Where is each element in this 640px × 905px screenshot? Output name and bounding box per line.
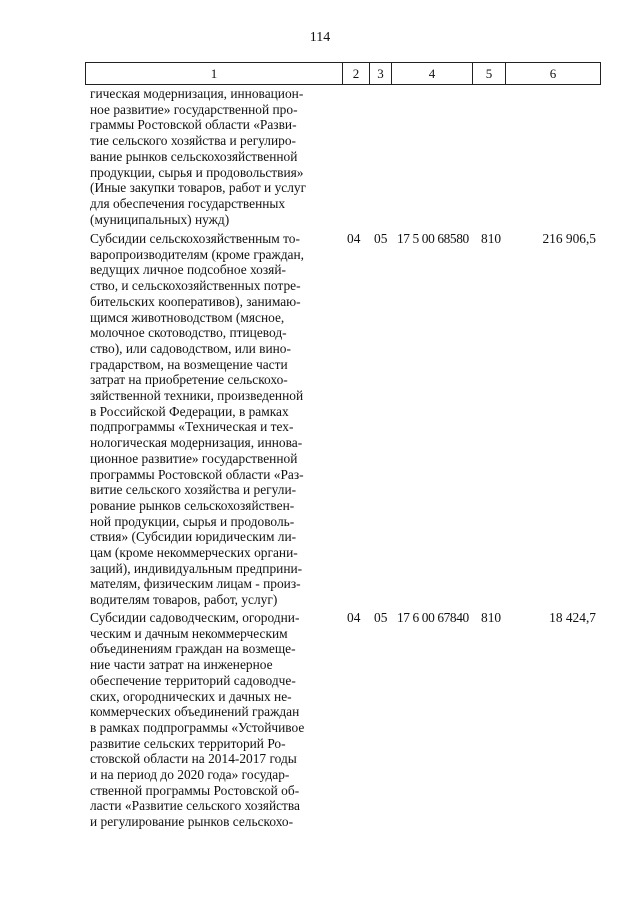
header-col-4: 4 [392,63,473,85]
row-description: Субсидии садоводческим, огородни- ческим и дачным некоммерческим объединениям граждан на возмеще- ние части затрат на инженерное обеспечение территорий садоводче- ских, огороднических и дачных не- коммерческих объединений граждан в рамках подпрограммы «Устойчивое развитие сельских территорий Ро- стовской области на 2014-2017 годы и на период до 2020 года» государ- ственной программы Ростовской об- ласти «Развитие сельского хозяйства и регулирование рынков сельскохо- [90,610,305,830]
header-col-6: 6 [506,63,601,85]
header-col-3: 3 [370,63,392,85]
header-col-2: 2 [343,63,370,85]
row-expense-type: 810 [481,231,502,246]
row-amount: 216 906,5 [542,231,596,246]
table-header [85,62,601,85]
header-col-5: 5 [473,63,506,85]
row-amount: 18 424,7 [549,610,596,625]
row-subsection: 05 [374,231,388,246]
row-description: Субсидии сельскохозяйственным то- варопроизводителям (кроме граждан, ведущих личное подсобное хозяй- ство, и сельскохозяйственных потре- бительских кооперативов), занимаю- щимся животноводством (мясное, молочное скотоводство, птицевод- ство), или садоводством, или вино- градарством, на возмещение части затрат на приобретение сельскохо- зяйственной техники, произведенной в Российской Федерации, в рамках подпрограммы «Техническая и тех- нологическая модернизация, иннова- ционное развитие» государственной программы Ростовской области «Раз- витие сельского хозяйства и регули- рование рынков сельскохозяйствен- ной продукции, сырья и продоволь- ствия» (Субсидии юридическим ли- цам (кроме некоммерческих органи- заций), индивидуальным предприни- мателям, физическим лицам - произ- водителям товаров, работ, услуг) [90,231,304,608]
row-target-article: 17 6 00 67840 [397,610,469,625]
row-section: 04 [347,610,361,625]
row-subsection: 05 [374,610,388,625]
header-col-1: 1 [86,63,343,85]
row-expense-type: 810 [481,610,502,625]
row-section: 04 [347,231,361,246]
row-description: гическая модернизация, инновацион- ное развитие» государственной про- граммы Ростовской области «Разви- тие сельского хозяйства и регулиро- вание рынков сельскохозяйственной продукции, сырья и продовольствия» (Иные закупки товаров, работ и услуг для обеспечения государственных (муниципальных) нужд) [90,86,307,227]
page-number: 114 [309,30,331,45]
row-target-article: 17 5 00 68580 [397,231,469,246]
